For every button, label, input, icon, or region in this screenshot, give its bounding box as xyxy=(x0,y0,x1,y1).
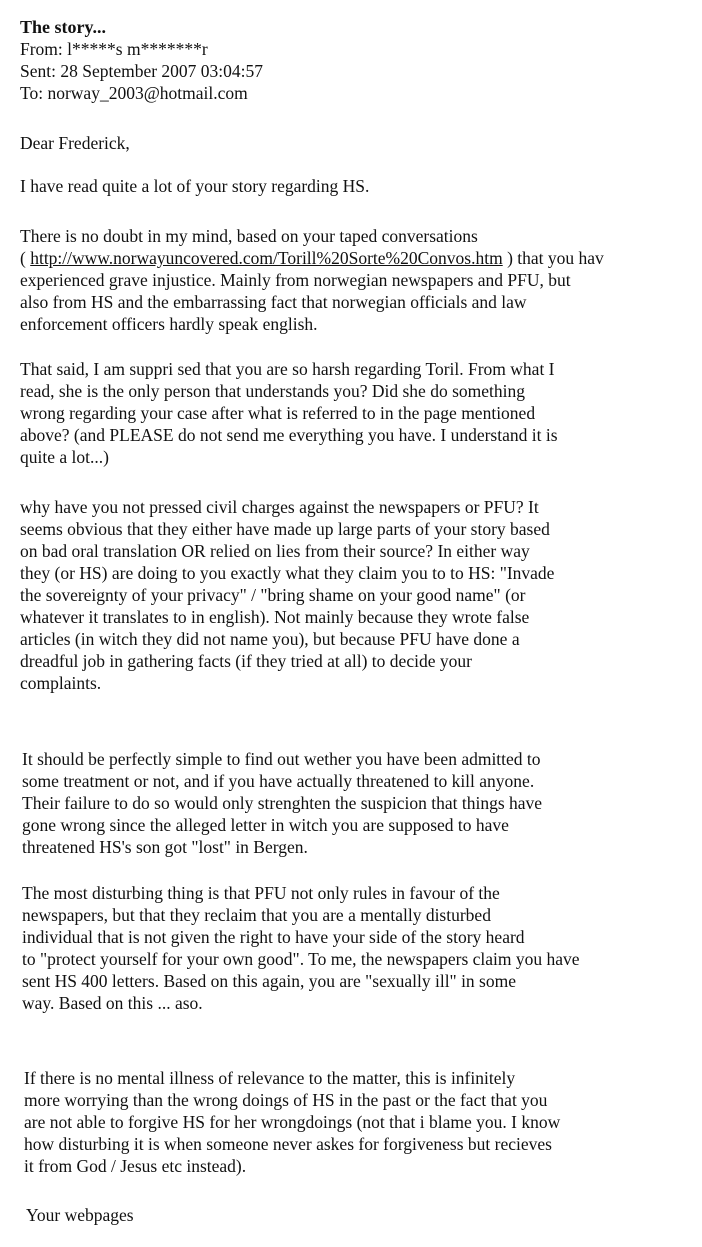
paragraph-4-line: articles (in witch they did not name you), but because PFU have done a xyxy=(20,629,520,649)
paragraph-2-line: enforcement officers hardly speak english. xyxy=(20,314,318,334)
paragraph-7-line: how disturbing it is when someone never askes for forgiveness but recieves xyxy=(24,1134,552,1154)
paragraph-4-line: complaints. xyxy=(20,673,102,693)
paragraph-5-line: Their failure to do so would only strenghten the suspicion that things have xyxy=(22,793,543,813)
paragraph-6-line: individual that is not given the right to have your side of the story heard xyxy=(22,927,525,947)
paragraph-5-line: some treatment or not, and if you have actually threatened to kill anyone. xyxy=(22,771,535,791)
salutation: Dear Frederick, xyxy=(20,133,130,153)
email-title: The story... xyxy=(20,17,107,37)
closing-line: Your webpages xyxy=(26,1205,134,1225)
paragraph-5-line: threatened HS's son got "lost" in Bergen. xyxy=(22,837,308,857)
paragraph-7-line: more worrying than the wrong doings of HS in the past or the fact that you xyxy=(24,1090,548,1110)
paragraph-3-line: above? (and PLEASE do not send me everything you have. I understand it is xyxy=(20,425,558,445)
paragraph-6-line: newspapers, but that they reclaim that you are a mentally disturbed xyxy=(22,905,491,925)
paragraph-5-line: gone wrong since the alleged letter in witch you are supposed to have xyxy=(22,815,509,835)
paragraph-2-url-line xyxy=(20,247,604,269)
paragraph-4-line: dreadful job in gathering facts (if they tried at all) to decide your xyxy=(20,651,472,671)
paragraph-6-line: sent HS 400 letters. Based on this again, you are "sexually ill" in some xyxy=(22,971,516,991)
paragraph-7-line: If there is no mental illness of relevance to the matter, this is infinitely xyxy=(24,1068,516,1088)
paragraph-2-line: experienced grave injustice. Mainly from norwegian newspapers and PFU, but xyxy=(20,270,571,290)
paragraph-4-line: whatever it translates to in english). Not mainly because they wrote false xyxy=(20,607,530,627)
paragraph-3-line: wrong regarding your case after what is referred to in the page mentioned xyxy=(20,403,536,423)
paragraph-4-line: the sovereignty of your privacy" / "bring shame on your good name" (or xyxy=(20,585,526,605)
convos-link[interactable]: http://www.norwayuncovered.com/Torill%20Sorte%20Convos.htm xyxy=(30,248,503,268)
paragraph-7-line: are not able to forgive HS for her wrongdoings (not that i blame you. I know xyxy=(24,1112,561,1132)
paragraph-2-line: also from HS and the embarrassing fact that norwegian officials and law xyxy=(20,292,527,312)
paragraph-7-line: it from God / Jesus etc instead). xyxy=(24,1156,247,1176)
paragraph-4-line: why have you not pressed civil charges against the newspapers or PFU? It xyxy=(20,497,539,517)
paragraph-6-line: The most disturbing thing is that PFU not only rules in favour of the xyxy=(22,883,500,903)
paragraph-3-line: read, she is the only person that understands you? Did she do something xyxy=(20,381,525,401)
paragraph-4-line: on bad oral translation OR relied on lies from their source? In either way xyxy=(20,541,530,561)
paragraph-1-line: I have read quite a lot of your story regarding HS. xyxy=(20,176,370,196)
url-open-paren: ( xyxy=(20,248,31,268)
paragraph-4-line: seems obvious that they either have made up large parts of your story based xyxy=(20,519,550,539)
email-sent: Sent: 28 September 2007 03:04:57 xyxy=(20,61,264,81)
paragraph-2-line: There is no doubt in my mind, based on your taped conversations xyxy=(20,226,478,246)
paragraph-4-line: they (or HS) are doing to you exactly what they claim you to to HS: "Invade xyxy=(20,563,555,583)
paragraph-3-line: That said, I am suppri sed that you are so harsh regarding Toril. From what I xyxy=(20,359,555,379)
paragraph-5-line: It should be perfectly simple to find out wether you have been admitted to xyxy=(22,749,541,769)
email-to: To: norway_2003@hotmail.com xyxy=(20,83,248,103)
url-line-rest: ) that you hav xyxy=(502,248,604,268)
email-from: From: l*****s m*******r xyxy=(20,39,208,59)
paragraph-6-line: to "protect yourself for your own good". To me, the newspapers claim you have xyxy=(22,949,580,969)
paragraph-3-line: quite a lot...) xyxy=(20,447,109,467)
paragraph-6-line: way. Based on this ... aso. xyxy=(22,993,203,1013)
